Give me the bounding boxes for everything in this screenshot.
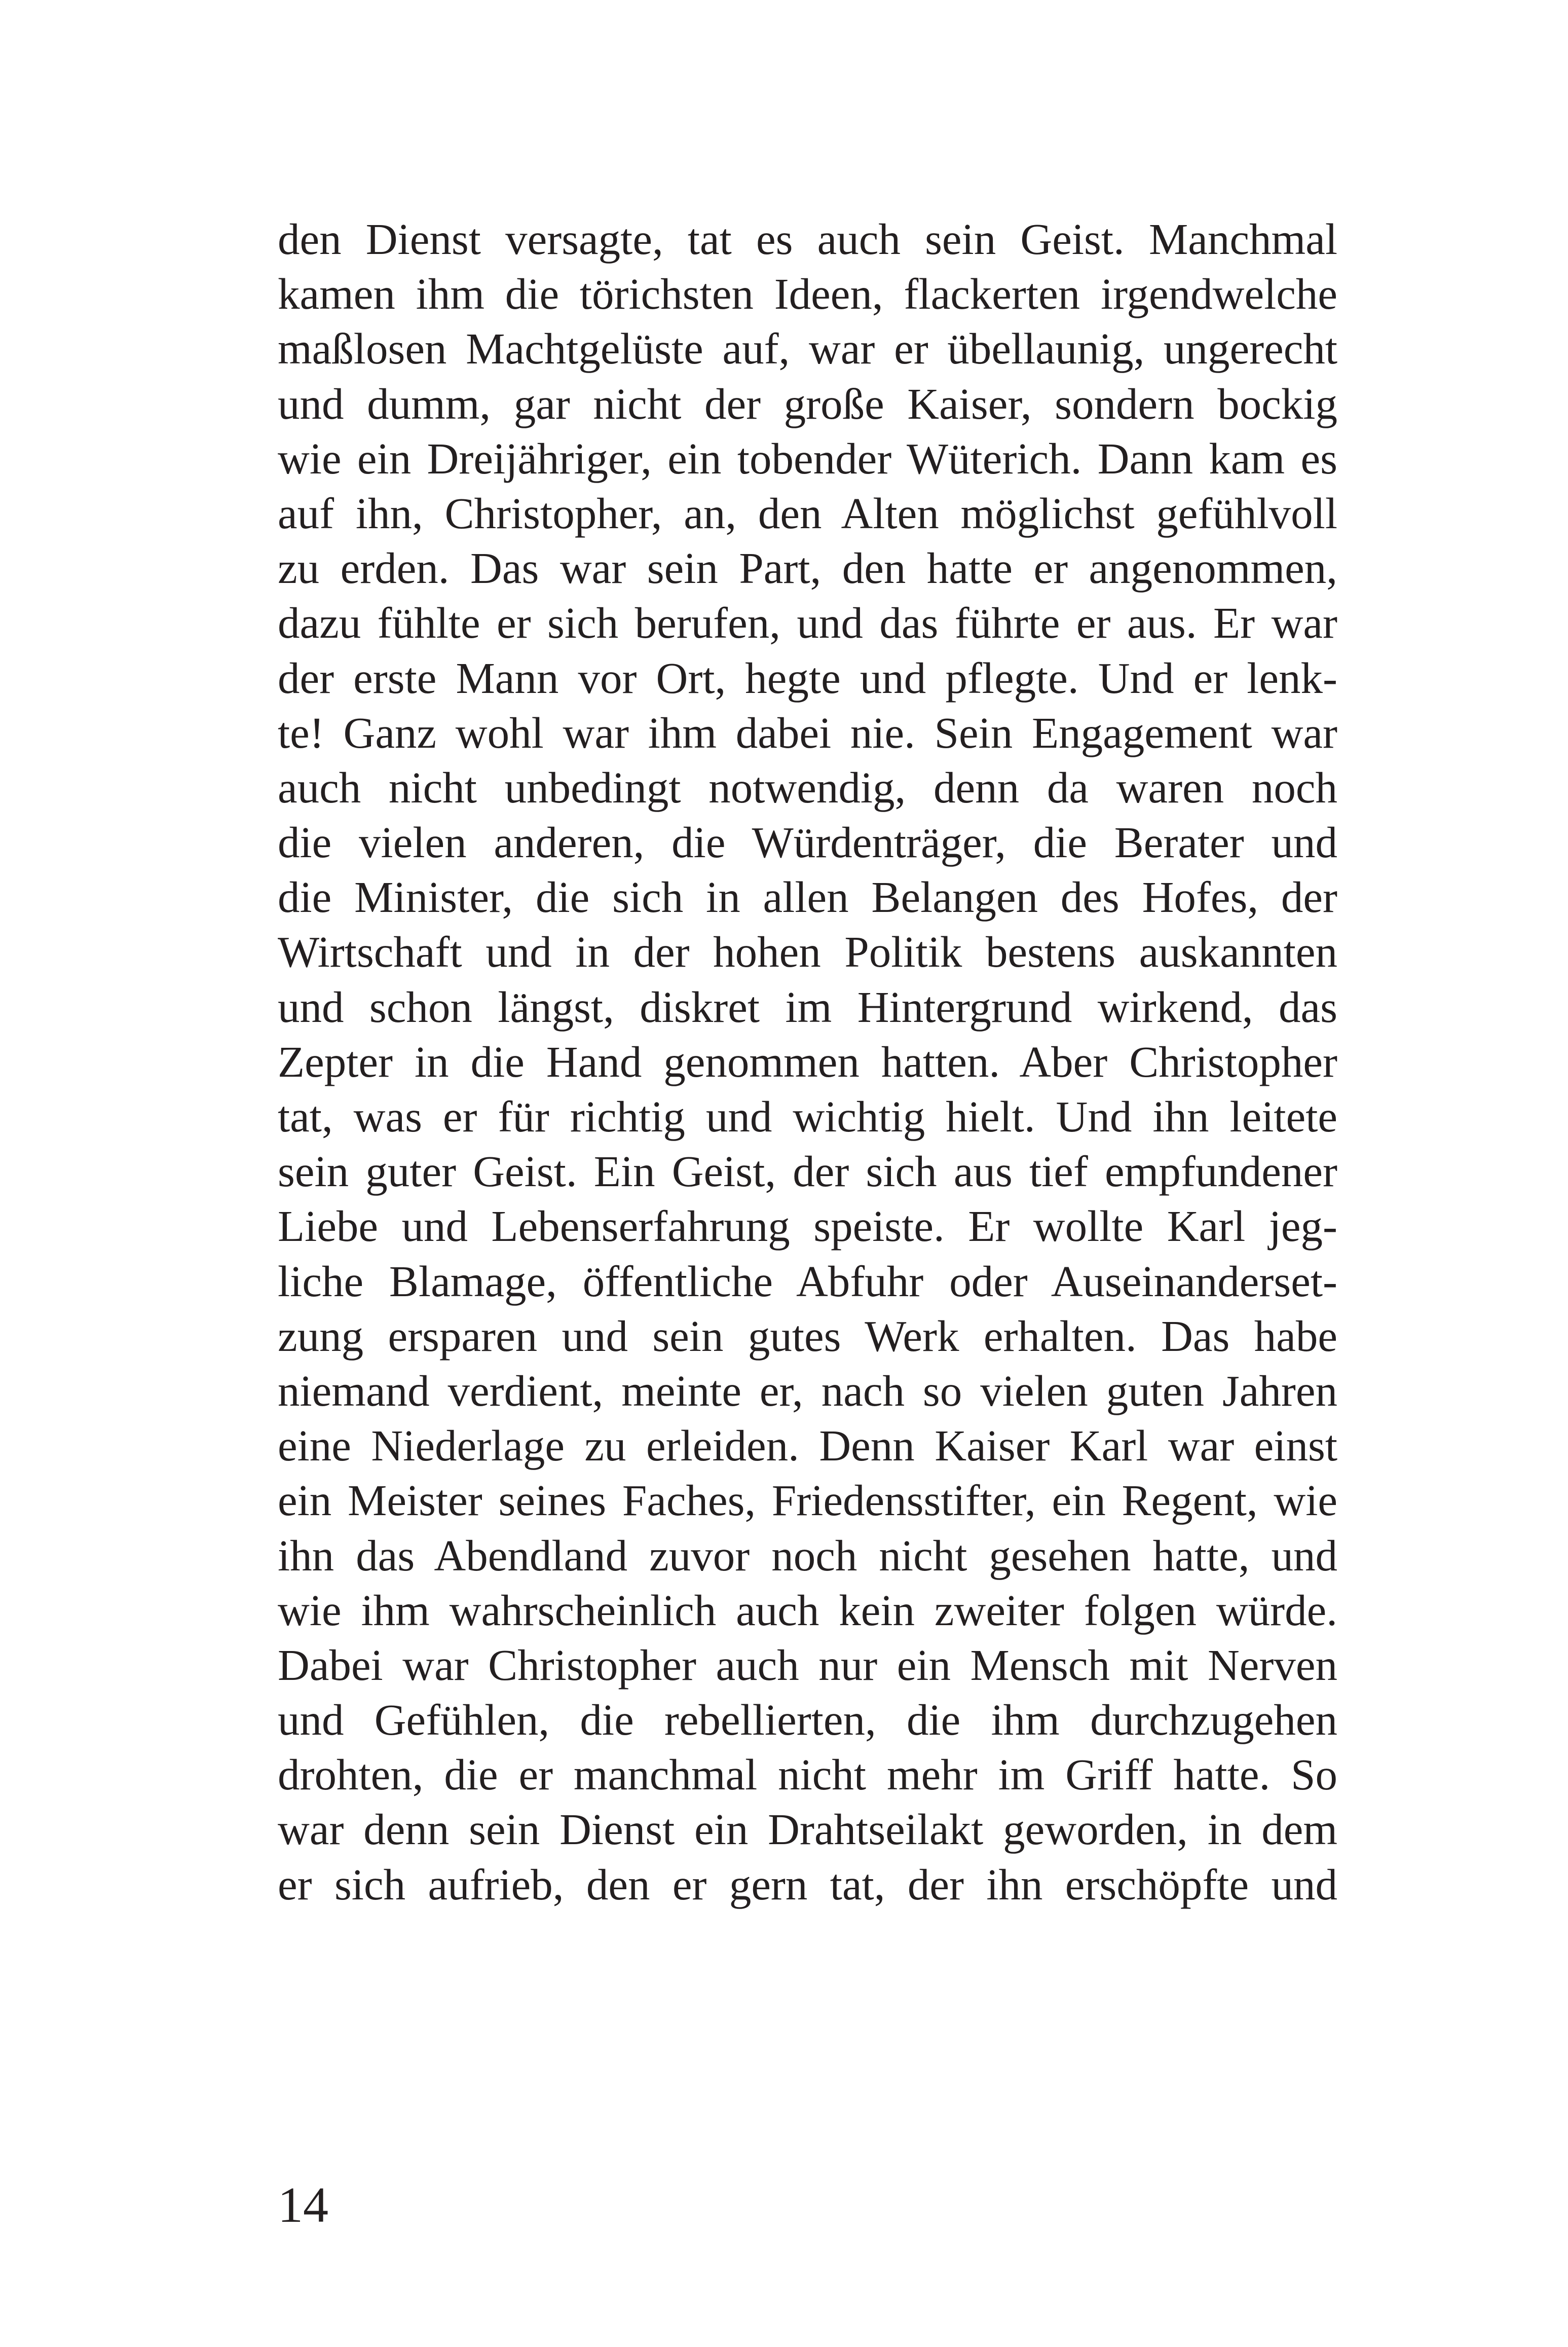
body-text [278, 212, 1337, 1912]
text-line: Liebe und Lebenserfahrung speiste. Er wollte Karl jeg- [278, 1201, 1337, 1251]
text-line: wie ihm wahrscheinlich auch kein zweiter folgen würde. [278, 1585, 1337, 1635]
text-line: niemand verdient, meinte er, nach so vielen guten Jahren [278, 1366, 1337, 1415]
text-line: eine Niederlage zu erleiden. Denn Kaiser Karl war einst [278, 1421, 1337, 1471]
text-line: wie ein Dreijähriger, ein tobender Wüterich. Dann kam es [278, 433, 1337, 483]
text-line: dazu fühlte er sich berufen, und das führte er aus. Er war [278, 598, 1337, 648]
text-line: die vielen anderen, die Würdenträger, die Berater und [278, 818, 1337, 867]
text-line: te! Ganz wohl war ihm dabei nie. Sein Engagement war [278, 708, 1337, 757]
text-line: Wirtschaft und in der hohen Politik bestens auskannten [278, 927, 1337, 977]
text-line: auf ihn, Christopher, an, den Alten möglichst gefühlvoll [278, 488, 1337, 538]
text-line: Dabei war Christopher auch nur ein Mensch mit Nerven [278, 1640, 1337, 1690]
text-line: war denn sein Dienst ein Drahtseilakt geworden, in dem [278, 1805, 1337, 1854]
text-line: und dumm, gar nicht der große Kaiser, sondern bockig [278, 379, 1337, 428]
text-line: ihn das Abendland zuvor noch nicht gesehen hatte, und [278, 1530, 1337, 1580]
text-line: drohten, die er manchmal nicht mehr im Griff hatte. So [278, 1750, 1337, 1800]
text-line: ein Meister seines Faches, Friedensstifter, ein Regent, wie [278, 1476, 1337, 1525]
text-line: kamen ihm die törichsten Ideen, flackerten irgendwelche [278, 269, 1337, 319]
text-line: tat, was er für richtig und wichtig hielt. Und ihn leitete [278, 1092, 1337, 1141]
text-line: und schon längst, diskret im Hintergrund wirkend, das [278, 982, 1337, 1032]
text-line: die Minister, die sich in allen Belangen des Hofes, der [278, 872, 1337, 922]
text-line: Zepter in die Hand genommen hatten. Aber Christopher [278, 1037, 1337, 1086]
text-line: und Gefühlen, die rebellierten, die ihm durchzugehen [278, 1695, 1337, 1745]
text-line: auch nicht unbedingt notwendig, denn da waren noch [278, 762, 1337, 812]
text-line: den Dienst versagte, tat es auch sein Geist. Manchmal [278, 214, 1337, 264]
text-line: er sich aufrieb, den er gern tat, der ihn erschöpfte und [278, 1859, 1337, 1909]
page-number: 14 [278, 2177, 328, 2233]
text-line: sein guter Geist. Ein Geist, der sich aus tief empfundener [278, 1147, 1337, 1196]
text-line: liche Blamage, öffentliche Abfuhr oder Auseinanderset- [278, 1256, 1337, 1306]
text-line: der erste Mann vor Ort, hegte und pflegte. Und er lenk- [278, 653, 1337, 703]
text-line: zung ersparen und sein gutes Werk erhalten. Das habe [278, 1311, 1337, 1361]
text-line: maßlosen Machtgelüste auf, war er übellaunig, ungerecht [278, 324, 1337, 374]
text-line: zu erden. Das war sein Part, den hatte er angenommen, [278, 543, 1337, 593]
